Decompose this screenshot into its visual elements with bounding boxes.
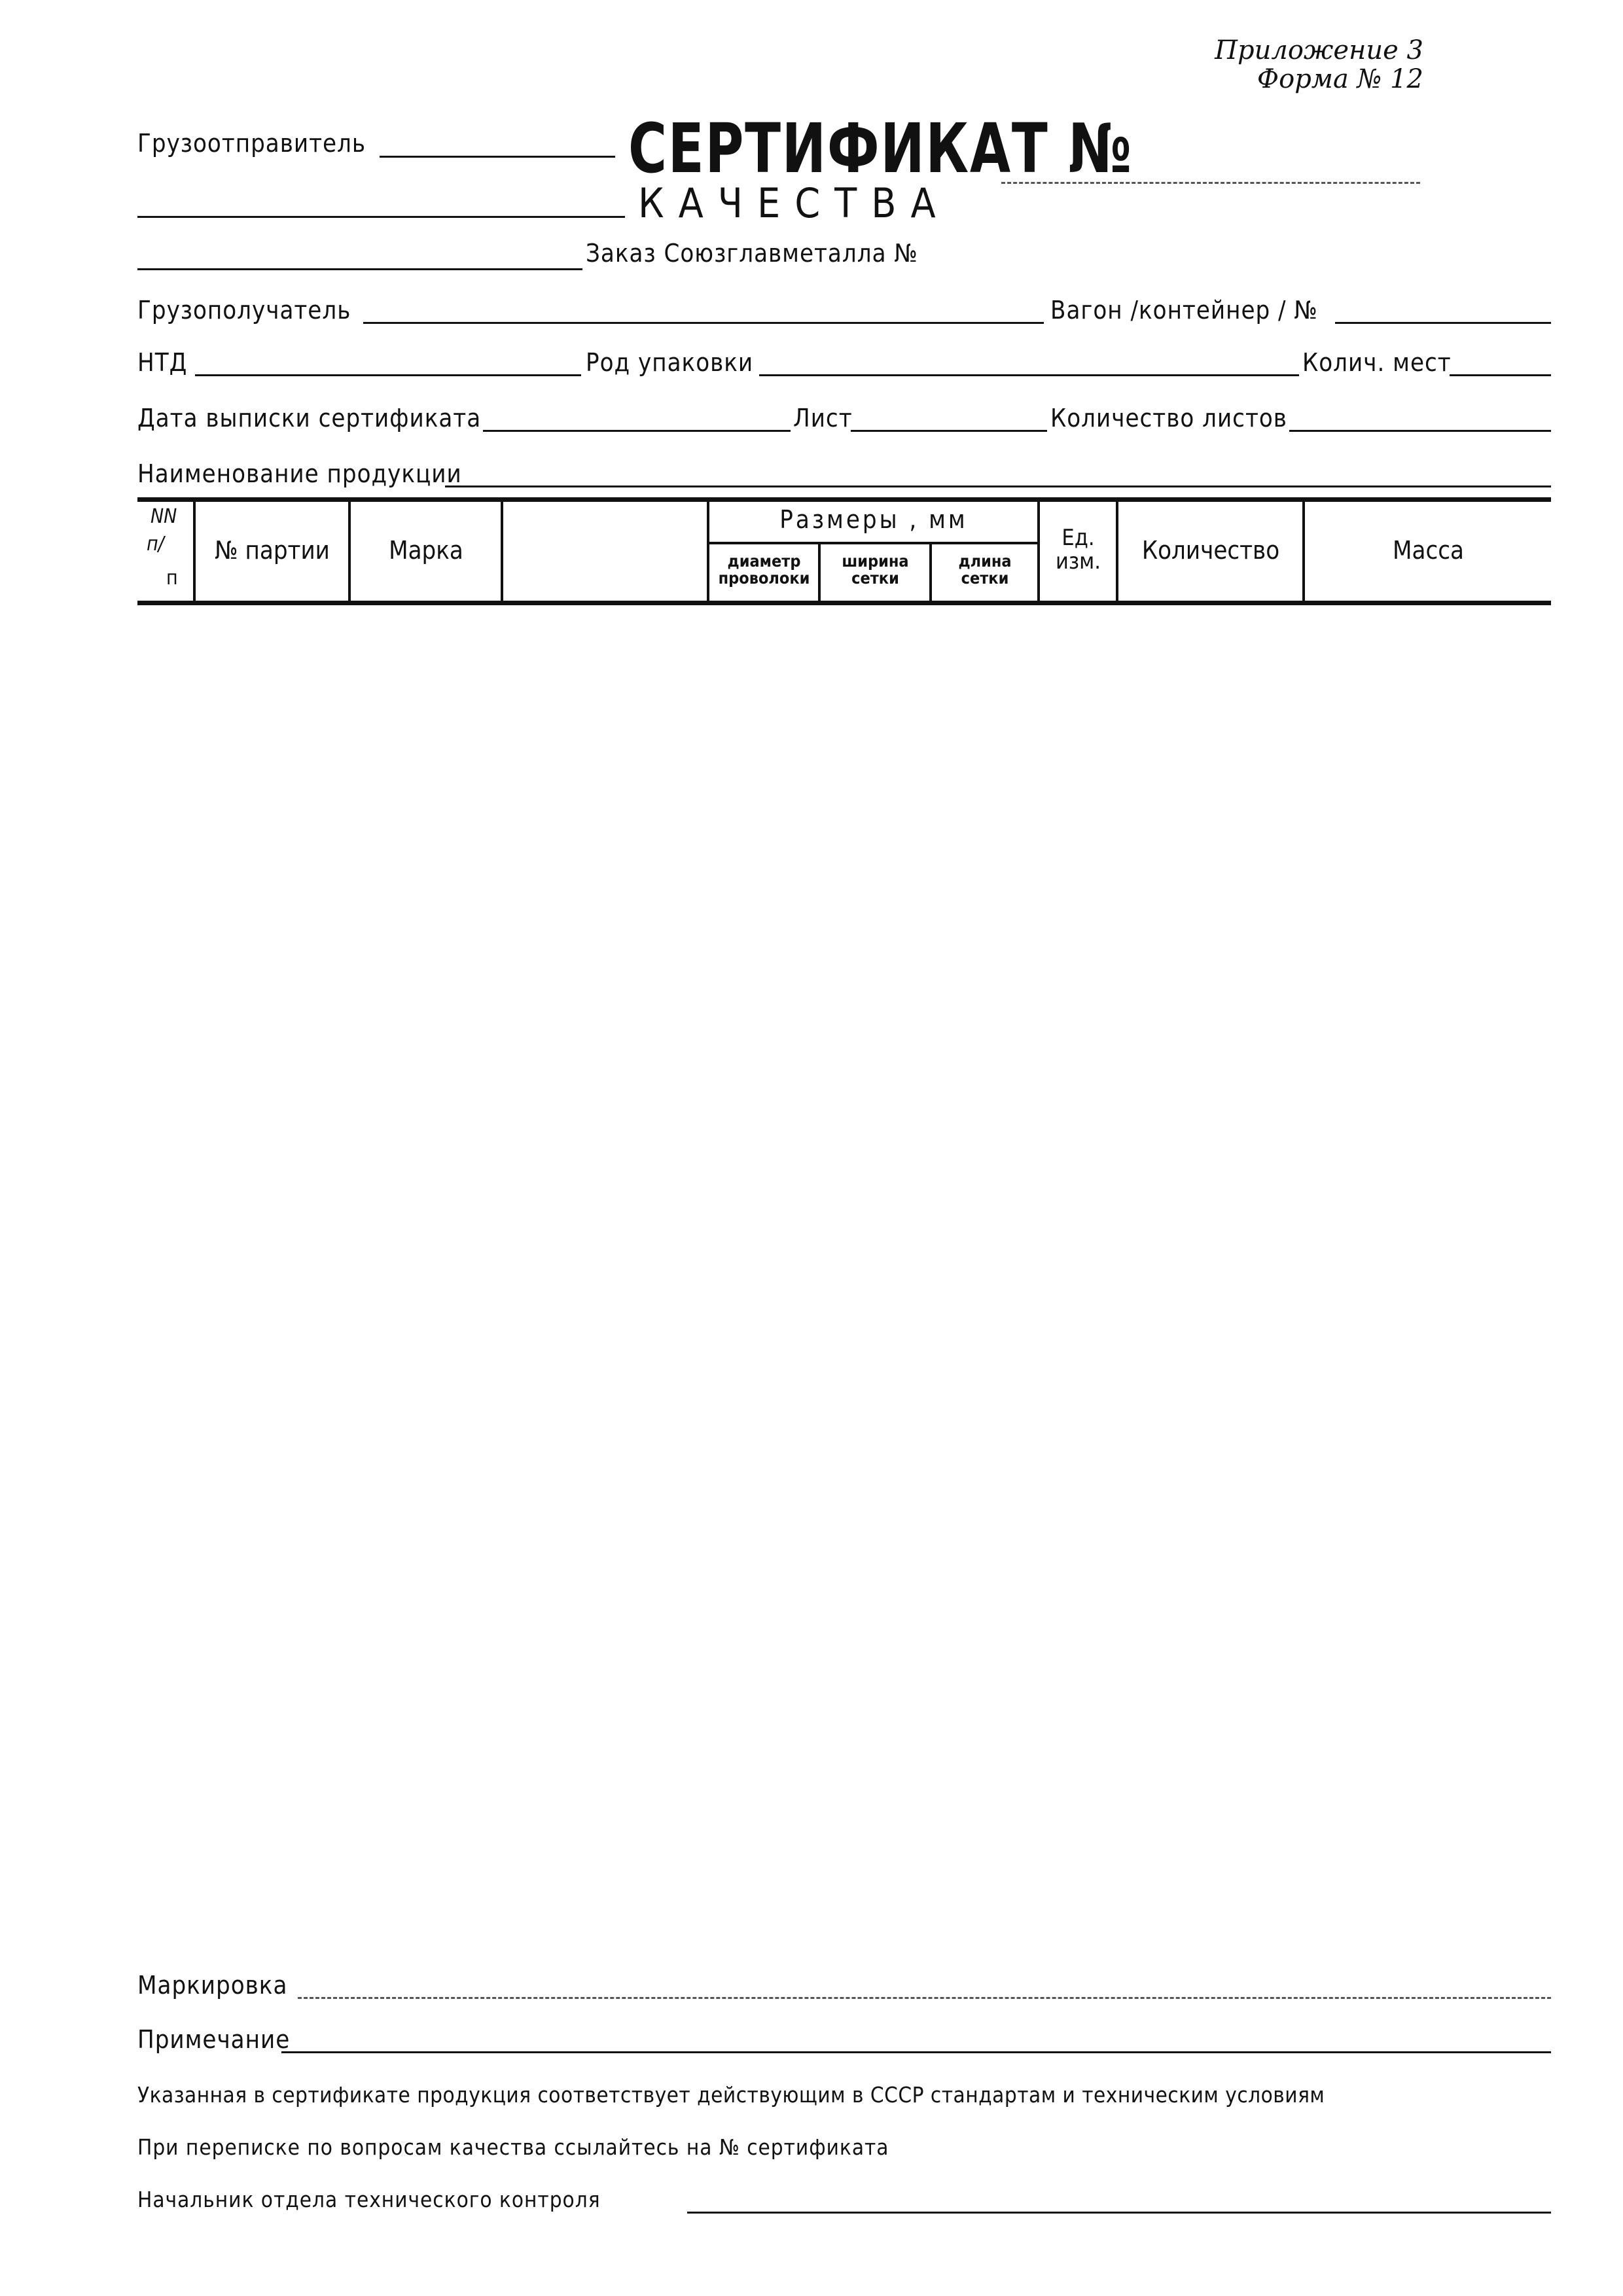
shipper-field-line-1[interactable] xyxy=(380,156,615,158)
col-divider-6 xyxy=(929,543,932,601)
col-number-bot: п xyxy=(166,567,178,590)
col-mass-header: Масса xyxy=(1393,536,1464,565)
col-divider-3 xyxy=(501,500,503,601)
ntd-field-line[interactable] xyxy=(195,374,581,376)
note-label: Примечание xyxy=(137,2025,291,2054)
sheet-field-line[interactable] xyxy=(851,430,1047,432)
wagon-label: Вагон /контейнер / № xyxy=(1050,296,1318,325)
issue-date-field-line[interactable] xyxy=(483,430,791,432)
sheet-label: Лист xyxy=(793,404,853,433)
wagon-field-line[interactable] xyxy=(1335,322,1551,324)
col-sizes-header: Размеры , мм xyxy=(779,505,968,534)
shipper-field-line-2[interactable] xyxy=(137,216,625,218)
col-divider-5 xyxy=(818,543,821,601)
col-divider-2 xyxy=(348,500,351,601)
correspondence-note: При переписке по вопросам качества ссылайтесь на № сертификата xyxy=(137,2134,889,2160)
marking-label: Маркировка xyxy=(137,1971,288,2000)
col-unit-header: Ед. изм. xyxy=(1056,525,1101,574)
ntd-label: НТД xyxy=(137,348,188,377)
product-name-label: Наименование продукции xyxy=(137,459,462,488)
certificate-subtitle: КАЧЕСТВА xyxy=(638,179,950,227)
packaging-label: Род упаковки xyxy=(586,348,754,377)
col-batch-header: № партии xyxy=(215,536,330,565)
col-grade-header: Марка xyxy=(389,536,463,565)
packaging-field-line[interactable] xyxy=(759,374,1299,376)
col-divider-4 xyxy=(707,500,709,601)
certificate-number-line[interactable] xyxy=(1001,182,1420,184)
col-mesh-length-header: длина сетки xyxy=(958,552,1012,588)
appendix-number: Приложение 3 xyxy=(1215,35,1423,65)
col-number-header xyxy=(137,503,193,601)
sheets-count-field-line[interactable] xyxy=(1289,430,1551,432)
qc-chief-signature-line[interactable] xyxy=(687,2212,1551,2214)
consignee-field-line[interactable] xyxy=(363,322,1044,324)
appendix-label xyxy=(1215,36,1423,94)
col-number-mid: п/ xyxy=(147,533,164,556)
consignee-label: Грузополучатель xyxy=(137,296,351,325)
places-label: Колич. мест xyxy=(1302,348,1452,377)
certificate-title: СЕРТИФИКАТ № xyxy=(628,109,1133,188)
col-number-top: NN xyxy=(151,505,177,528)
places-field-line[interactable] xyxy=(1450,374,1551,376)
shipper-label: Грузоотправитель xyxy=(137,129,366,158)
form-number: Форма № 12 xyxy=(1257,64,1423,94)
col-mesh-width-header: ширина сетки xyxy=(842,552,909,588)
marking-field-line[interactable] xyxy=(298,1997,1551,1999)
note-field-line[interactable] xyxy=(281,2051,1551,2053)
table-bottom-border xyxy=(137,601,1551,605)
shipper-field-line-3[interactable] xyxy=(137,268,582,270)
qc-chief-label: Начальник отдела технического контроля xyxy=(137,2187,601,2212)
sizes-subheader-line xyxy=(707,542,1037,544)
col-divider-9 xyxy=(1302,500,1305,601)
col-divider-7 xyxy=(1037,500,1040,601)
issue-date-label: Дата выписки сертификата xyxy=(137,404,482,433)
col-divider-1 xyxy=(193,500,196,601)
col-divider-8 xyxy=(1116,500,1118,601)
conformity-statement: Указанная в сертификате продукция соответствует действующим в СССР стандартам и техническим условиям xyxy=(137,2082,1325,2108)
col-wire-diameter-header: диаметр проволоки xyxy=(718,552,810,588)
order-label: Заказ Союзглавметалла № xyxy=(586,239,918,268)
product-name-field-line[interactable] xyxy=(445,486,1551,487)
sheets-count-label: Количество листов xyxy=(1050,404,1287,433)
col-quantity-header: Количество xyxy=(1141,536,1280,565)
